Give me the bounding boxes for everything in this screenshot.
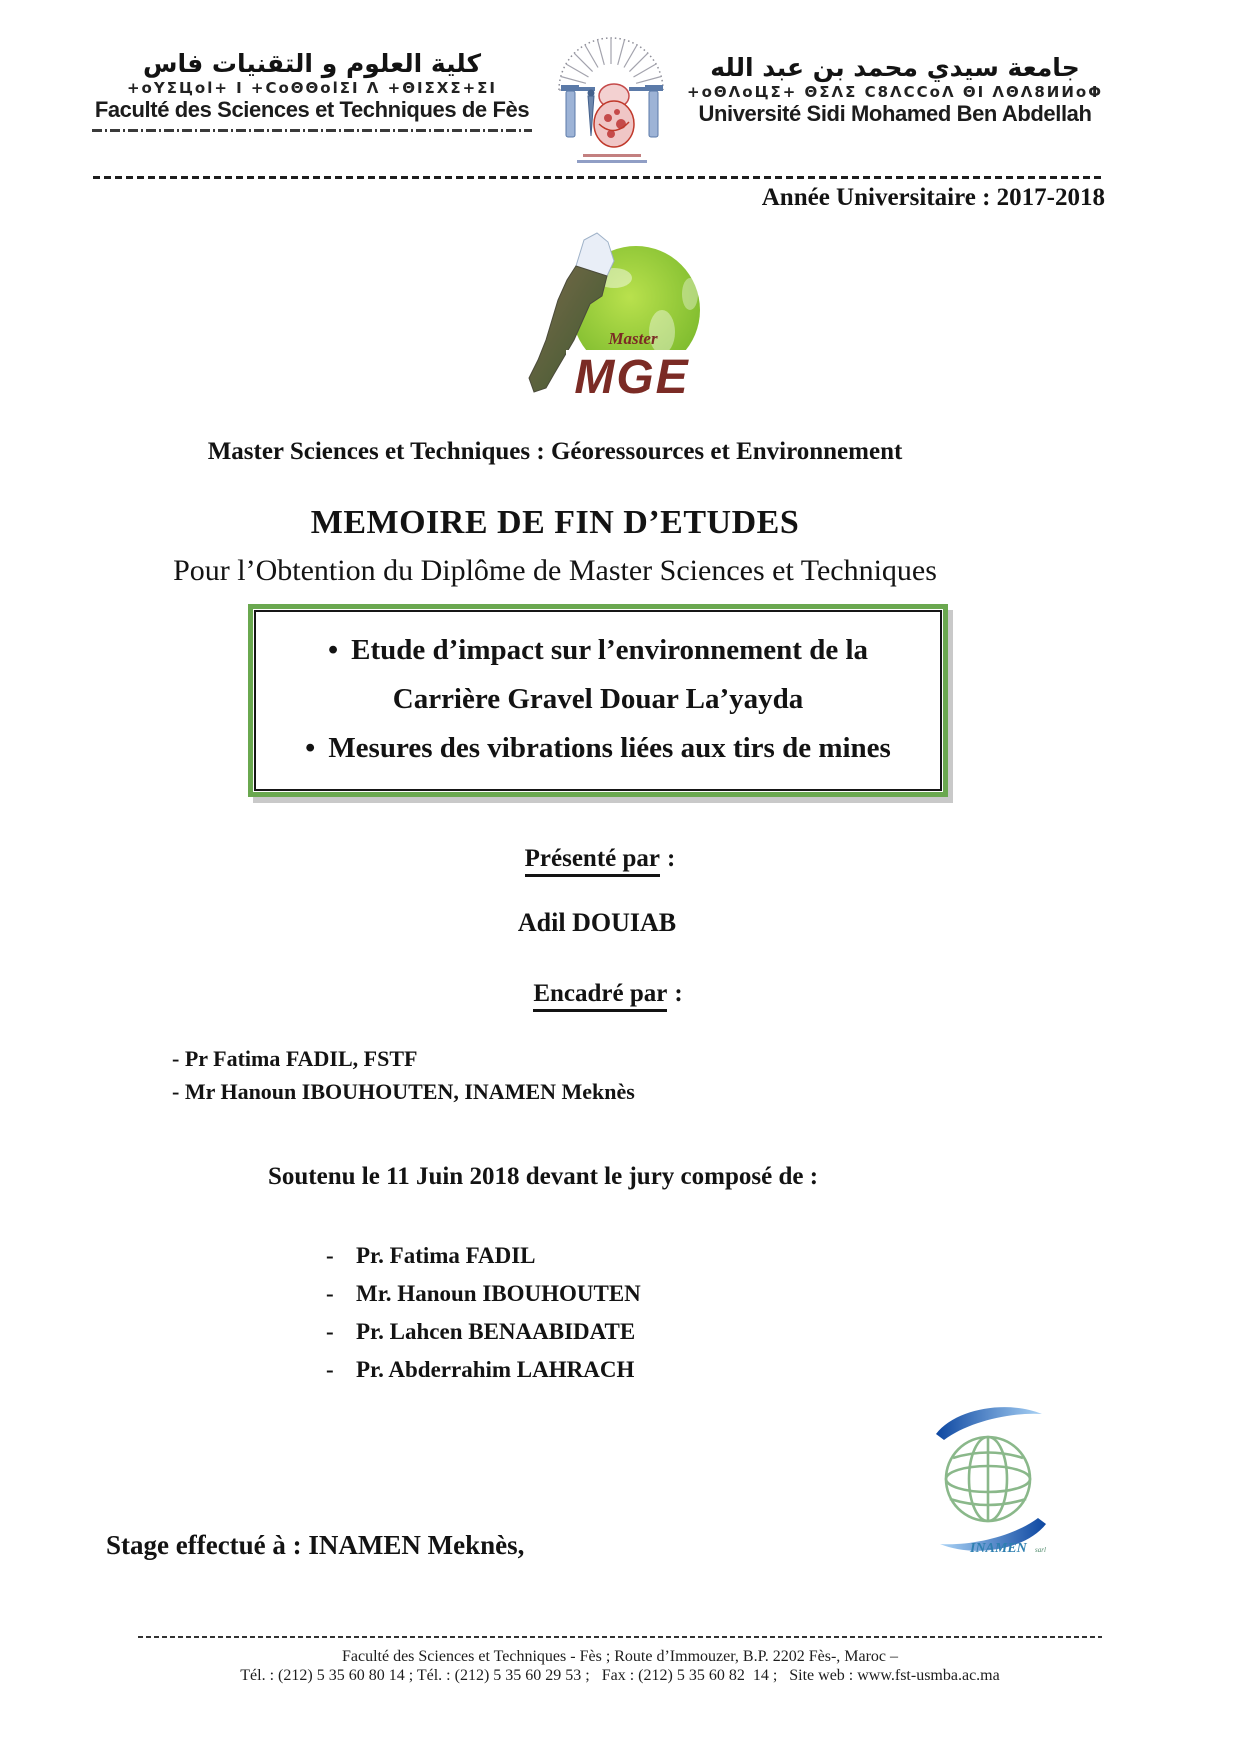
page-footer (138, 1636, 1102, 1685)
advisors-list (172, 1042, 635, 1108)
internship-location: Stage effectué à : INAMEN Meknès, (106, 1530, 525, 1560)
jury-member-row (326, 1237, 641, 1275)
jury-dash: - (326, 1357, 334, 1382)
supervised-by-heading (0, 980, 1216, 1008)
bullet-icon: • (327, 634, 339, 666)
jury-member-row (326, 1351, 641, 1389)
inamen-logo-icon (928, 1400, 1054, 1558)
header-right-institution (678, 52, 1112, 127)
supervised-by-colon: : (674, 980, 683, 1007)
jury-member-row (326, 1275, 641, 1313)
master-program-title: Master Sciences et Techniques : Géoressources et Environnement (207, 438, 903, 465)
academic-year: Année Universitaire : 2017-2018 (761, 184, 1105, 211)
presented-by-colon: : (667, 845, 676, 872)
faculty-name-tifinagh: +oYΣЦol+ I +CoΘΘolΣI Λ +ΘIΣXΣ+ΣI (126, 79, 497, 98)
diploma-subtitle: Pour l’Obtention du Diplôme de Master Sciences et Techniques (173, 554, 937, 587)
inamen-suffix-text: sarl (1035, 1546, 1046, 1554)
university-name-french: Université Sidi Mohamed Ben Abdellah (698, 101, 1092, 127)
header-left-dash-rule (92, 129, 532, 132)
bullet-icon: • (305, 732, 316, 764)
thesis-title-text: Etude d’impact sur l’environnement de la (351, 634, 869, 666)
jury-dash: - (326, 1281, 334, 1306)
mge-master-text: Master (608, 329, 658, 348)
memoire-title: MEMOIRE DE FIN D’ETUDES (310, 504, 800, 541)
jury-dash: - (326, 1243, 334, 1268)
university-name-arabic: جامعة سيدي محمد بن عبد الله (710, 53, 1080, 82)
university-seal-icon (551, 26, 673, 172)
jury-member-row (326, 1313, 641, 1351)
footer-contacts: Tél. : (212) 5 35 60 80 14 ; Tél. : (212) 5 35 60 29 53 ; Fax : (212) 5 35 60 82 14 ; Site web : www.fst-usmba.ac.ma (240, 1667, 1000, 1685)
presented-by-label: Présenté par (525, 845, 660, 877)
faculty-name-arabic: كلية العلوم و التقنيات فاس (142, 49, 482, 78)
university-name-tifinagh: +oΘΛoЦΣ+ ΘΣΛΣ C8ΛCCoΛ ΘI ΛΘΛ8ИИoΦ (687, 83, 1103, 102)
author-name: Adil DOUIAB (517, 908, 677, 937)
presented-by-heading (0, 845, 1200, 873)
advisor-item: - Mr Hanoun IBOUHOUTEN, INAMEN Meknès (172, 1079, 635, 1104)
thesis-title-box (248, 604, 948, 797)
jury-dash: - (326, 1319, 334, 1344)
header-left-institution (92, 48, 532, 132)
advisor-item: - Pr Fatima FADIL, FSTF (172, 1046, 418, 1071)
thesis-title-line (260, 724, 936, 773)
mge-master-logo-icon (494, 220, 710, 402)
jury-member-name: Mr. Hanoun IBOUHOUTEN (356, 1281, 641, 1306)
thesis-title-box-inner (254, 610, 942, 791)
header-dashed-separator (93, 176, 1105, 179)
footer-dashed-separator (138, 1636, 1102, 1638)
thesis-title-text: Carrière Gravel Douar La’yayda (392, 683, 804, 715)
faculty-name-french: Faculté des Sciences et Techniques de Fès (94, 97, 530, 123)
inamen-name-text: INAMEN (970, 1541, 1027, 1556)
supervised-by-label: Encadré par (533, 980, 667, 1012)
jury-member-name: Pr. Lahcen BENAABIDATE (356, 1319, 636, 1344)
footer-address: Faculté des Sciences et Techniques - Fès ; Route d’Immouzer, B.P. 2202 Fès-, Maroc – (341, 1648, 899, 1665)
jury-list (326, 1237, 641, 1389)
defense-intro: Soutenu le 11 Juin 2018 devant le jury composé de : (268, 1163, 819, 1190)
jury-member-name: Pr. Abderrahim LAHRACH (356, 1357, 635, 1382)
thesis-title-text: Mesures des vibrations liées aux tirs de mines (328, 732, 891, 764)
jury-member-name: Pr. Fatima FADIL (356, 1243, 536, 1268)
thesis-title-line (260, 675, 936, 724)
mge-acronym-text: MGE (574, 351, 690, 402)
thesis-title-line (260, 626, 936, 675)
